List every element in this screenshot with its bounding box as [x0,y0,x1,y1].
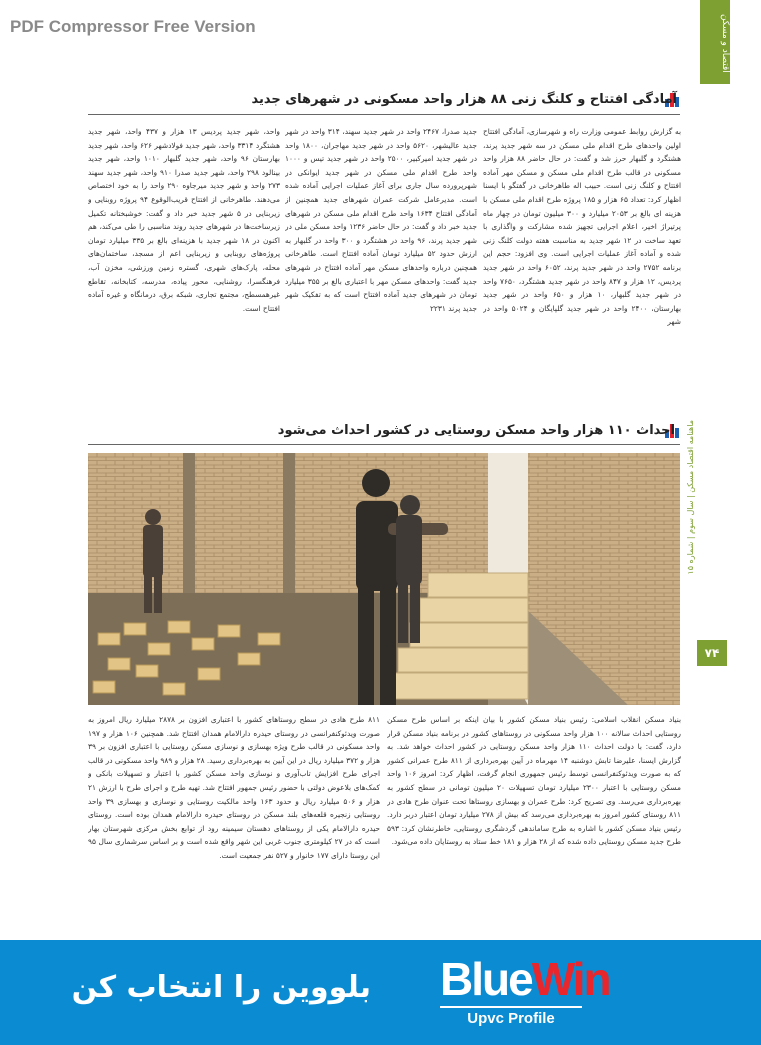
section-tab [700,0,730,84]
logo-blue-text: Blue [440,953,532,1005]
ad-slogan: بلووین را انتخاب کن [71,970,371,1005]
magazine-info-text: ماهنامه اقتصاد مسکن | سال سوم | شماره ۱۵ [686,420,695,575]
construction-workers-photo [88,453,680,705]
article-2-column-2: ۸۱۱ طرح هادی در سطح روستاهای کشور با اعتباری افزون بر ۲۸۷۸ میلیارد ریال امروز به صورت ویدئوکنفرانسی در روستای حیدره دارالامام همدان افتتاح شد. همچنین ۱۰۶ هزار و ۱۹۷ واحد مسکونی در قالب طرح ویژه بهسازی و نوسازی مسکن روستایی با اعتباری افزون بر ۳۹ هزار و ۳۷۲ میلیارد ریال در این آیین به بهره‌برداری رسید. ۲۸ هزار و ۹۸۹ واحد مسکونی در قالب اجرای طرح افزایش تاب‌آوری و نوسازی واحد مسکن کشور با اعتبار و تسهیلات بانکی و کمک‌های بلاعوض دولتی با حضور رئیس جمهور افتتاح شد. تهیه طرح و اجرای طرح با ارزش ۲۱ هزار و ۵۰۶ میلیارد ریال و حدود ۱۶۳ واحد مالکیت روستایی و نوسازی و بهسازی ۳۹ واحد روستایی زنجیره قلعه‌های بلند مسکن در روستای حیدره دارالامام همدان بوده است. روستای حیدره دارالامام یکی از روستاهای دهستان سیمینه رود از توابع بخش مرکزی شهرستان بهار است که در ۲۷ کیلومتری جنوب غربی این شهر واقع شده است و بر اساس سرشماری سال ۹۵ این روستا دارای ۱۷۷ خانوار و ۵۲۷ نفر جمعیت است. [88,715,380,860]
watermark-text: PDF Compressor Free Version [10,17,256,36]
logo-subtitle: Upvc Profile [440,1006,582,1027]
logo-wordmark [440,952,610,1006]
logo-win-text: Win [531,953,610,1005]
magazine-info-strip [686,420,700,640]
article-1-headline: آمادگی افتتاح و کلنگ زنی ۸۸ هزار واحد مسکونی در شهرهای جدید [251,92,677,107]
article-1-column-1: به گزارش روابط عمومی وزارت راه و شهرسازی، آمادگی افتتاح اولین واحدهای طرح اقدام ملی مسکن در سه شهر جدید پرند، هشتگرد و گلبهار حرز شد و گفت: در حال حاضر ۸۸ هزار واحد مسکونی در قالب طرح اقدام ملی مسکن و مسکن مهر آماده افتتاح و کلنگ زنی است. حبیب اله طاهرخانی در گفتگو با ایسنا اظهار کرد: تعداد ۶۵ هزار و ۱۸۵ پروژه طرح اقدام ملی مسکن با هزینه ای بالغ بر ۲۰۵۳ میلیارد و ۳۰۰ میلیون تومان در چهار ماه پرتیراژ اخیر، اعلام اجرایی تجهیز شده مشارکت و واگذاری با تعهد ساخت در ۱۲ شهر جدید به مناسبت هفته دولت کلنگ زنی شده و آماده آغاز عملیات اجرایی است. وی افزود: حجم این برنامه ۲۷۵۲ واحد در شهر جدید پرند، ۶۰۵۲ واحد در شهر جدید پردیس، ۱۲ هزار و ۸۴۷ واحد در شهر جدید هشتگرد، ۷۶۵۰ واحد در شهر جدید گلبهار، ۱۰ هزار و ۶۵۰ واحد در شهر جدید بهارستان، ۲۴۰۰ واحد در شهر جدید گلپایگان و ۵۰۲۴ واحد در شهر [483,127,681,327]
article-1-column-2: جدید صدرا، ۲۴۶۷ واحد در شهر جدید سهند، ۳۱۴ واحد در شهر جدید عالیشهر، ۵۶۲۰ واحد در شهر جدید مهاجران، ۱۸۰۰ واحد در شهر جدید امیرکبیر، ۲۵۰۰ واحد در شهر جدید تیس و ۱۰۰۰ واحد طرح اقدام ملی مسکن در شهر جدید ایوانکی در شهرپرورده سال جاری برای آغاز عملیات اجرایی آماده شده است. مدیرعامل شرکت عمران شهرهای جدید همچنین از آمادگی افتتاح ۱۶۳۴ واحد طرح اقدام ملی مسکن در شهرهای جدید خبر داد و گفت: در حال حاضر ۱۲۳۶ واحد مسکن ملی در شهر جدید پرند، ۹۶ واحد در هشتگرد و ۳۰۰ واحد در گلبهار به ارزش حدود ۵۲ میلیارد تومان آماده افتتاح است. طاهرخانی همچنین درباره واحدهای مسکن مهر آماده افتتاح در شهرهای جدید گفت: واحدهای مسکن مهر با اعتباری بالغ بر ۳۵۵ میلیارد تومان در شهرهای جدید آماده افتتاح است که به تفکیک شهر جدید پرند ۲۲۳۱ [285,127,477,313]
section-tab-label: اقتصاد و مسکن [720,13,730,73]
article-2-headline: احداث ۱۱۰ هزار واحد مسکن روستایی در کشور احداث می‌شود [277,423,675,438]
article-1-column-3: واحد، شهر جدید پردیس ۱۳ هزار و ۴۳۷ واحد، شهر جدید هشتگرد ۳۳۱۴ واحد، شهر جدید فولادشهر ۶۲۶ واحد، شهر جدید بهارستان ۹۶ واحد، شهر جدید گلبهار ۱۰۱۰ واحد، شهر جدید بینالود ۲۹۸ واحد، شهر جدید صدرا ۹۱۰ واحد، شهر جدید سهند ۲۷۳ واحد و شهر جدید میرجاوه ۲۹۰ واحد را به خود اختصاص می‌دهند. طاهرخانی از افتتاح قریب‌الوقوع ۹۴ پروژه روبنایی و زیربنایی در ۵ شهر جدید خبر داد و گفت: خوشبختانه تکمیل زیرساخت‌ها در شهرهای جدید روند مناسبی را طی می‌کند، هم اکنون در ۱۸ شهر جدید با هزینه‌ای بالغ بر ۳۳۵ میلیارد تومان پروژه‌های روبنایی و زیربنایی اعم از مسجد، ساختمان‌های محله، پارک‌های شهری، گستره زمین ورزشی، مخزن آب، فرهنگسرا، روشنایی، محور پیاده، مدرسه، کتابخانه، تقاطع غیرهمسطح، مجتمع تجاری، شبکه برق، درمانگاه و غیره آماده افتتاح است. [88,127,280,313]
headline-divider [88,114,680,115]
article-2-column-1: بنیاد مسکن انقلاب اسلامی: رئیس بنیاد مسکن کشور با بیان اینکه بر اساس طرح مسکن روستایی احداث سالانه ۱۰۰ هزار واحد مسکونی در روستاهای کشور در برنامه بنیاد مسکن قرار دارد، گفت: با دولت احداث ۱۱۰ هزار واحد مسکن روستایی در کشور احداث خواهد شد. به گزارش ایسنا، علیرضا تابش دوشنبه ۱۴ مهرماه در آیین بهره‌برداری از ۸۱۱ طرح عمرانی کشور که به صورت ویدئوکنفرانسی توسط رئیس جمهوری انجام گرفت، اظهار کرد: امروز ۱۰۶ واحد مسکن روستایی با اعتبار ۲۳۰۰ میلیارد تومان تسهیلات ۲۰ میلیون تومانی در سطح کشور به بهره‌برداری می‌رسد. وی تصریح کرد: طرح عمران و بهسازی روستاها تحت عنوان طرح هادی در ۸۱۱ روستای کشور امروز به بهره‌برداری می‌رسد که بیش از ۲۷۸ میلیارد تومان اعتبار دربر دارد. رئیس بنیاد مسکن کشور با اشاره به طرح ساماندهی گردشگری روستایی، خاطرنشان کرد: ۵۹۳ طرح جدید مسکن روستایی داده شده که از ۲۸ هزار و ۱۸۱ خط ستاد به روستایان داده می‌شود. [387,715,681,847]
bluewin-logo [434,952,610,1034]
advertisement-banner[interactable] [0,940,761,1045]
page-number: ۷۴ [697,640,727,666]
headline-divider [88,444,680,445]
